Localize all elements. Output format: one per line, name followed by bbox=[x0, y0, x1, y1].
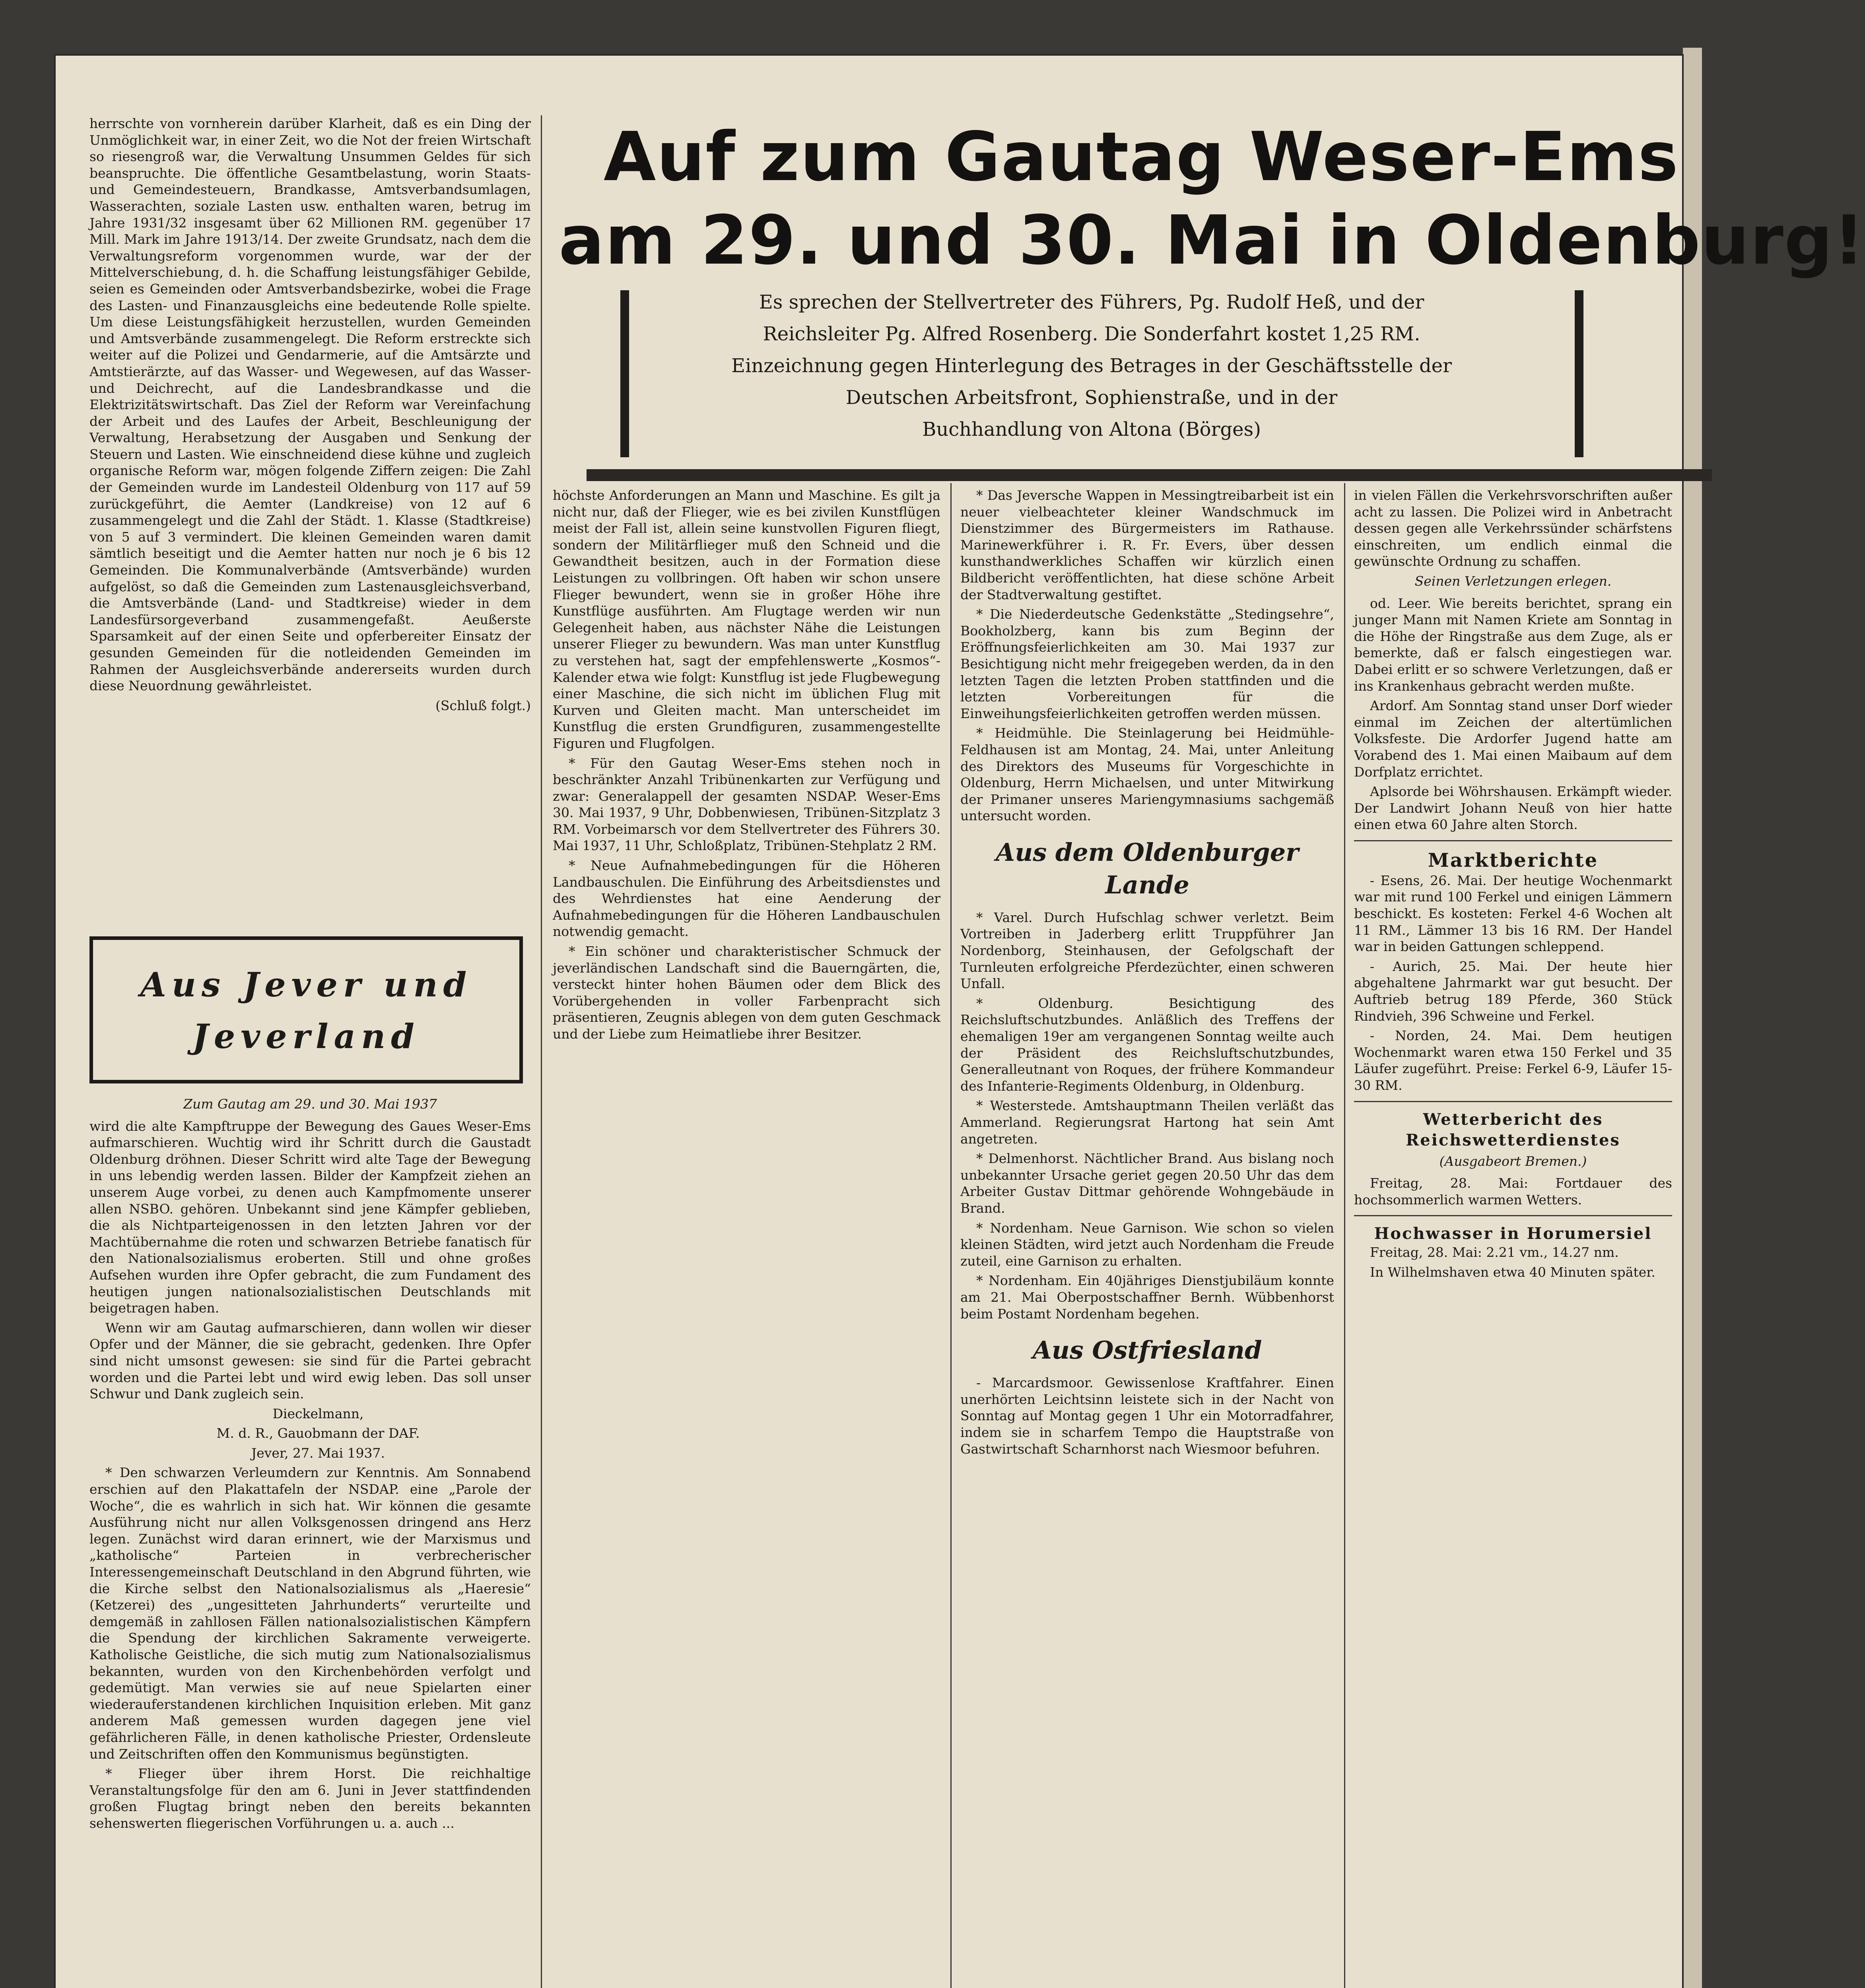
article-text: - Esens, 26. Mai. Der heutige Wochenmarkt war mit rund 100 Ferkel und einigen Lämmern beschickt. Es kosteten: Ferkel 4-6 Wochen alt 11 RM., Lämmer 13 bis 16 RM. Der Handel war in beiden Gattungen schleppend. bbox=[1354, 872, 1672, 955]
article-text: od. Leer. Wie bereits berichtet, sprang ein junger Mann mit Namen Kriete am Sonntag in die Höhe der Ringstraße aus dem Zuge, als er bemerkte, daß er falsch eingestiegen war. Dabei erlitt er so schwere Verletzungen, daß er ins Krankenhaus gebracht werden mußte. bbox=[1354, 595, 1672, 694]
section-rule bbox=[1354, 1215, 1672, 1216]
column-1-top bbox=[89, 115, 531, 926]
article-text: höchste Anforderungen an Mann und Maschine. Es gilt ja nicht nur, daß der Flieger, wie es bei zivilen Kunstflügen meist der Fall ist, allein seine kunstvollen Figuren fliegt, sondern der Militärflieger muß den Schneid und die Gewandtheit besitzen, auch in der Formation diese Leistungen zu vollbringen. Oft haben wir schon unsere Flieger bewundert, wenn sie in großer Höhe ihre Kunstflüge ausführten. Am Flugtage werden wir nun Gelegenheit haben, aus nächster Nähe die Leistungen unserer Flieger zu bewundern. Was man unter Kunstflug zu verstehen hat, sagt der empfehlenswerte „Kosmos“-Kalender etwa wie folgt: Kunstflug ist jede Flugbewegung einer Maschine, die sich nicht im üblichen Flug mit Kurven und Gleiten macht. Man unterscheidet im Kunstflug die ersten Grundfiguren, zusammengestellte Figuren und Flugfolgen. bbox=[553, 487, 940, 751]
article-text: in vielen Fällen die Verkehrsvorschriften außer acht zu lassen. Die Polizei wird in Anbetracht dessen gegen alle Verkehrssünder schärfstens einschreiten, um endlich einmal die gewünschte Ordnung zu schaffen. bbox=[1354, 487, 1672, 569]
tide-text: Freitag, 28. Mai: 2.21 vm., 14.27 nm. bbox=[1370, 1244, 1619, 1260]
notice-bar-right bbox=[1575, 290, 1583, 457]
section-title-ostfriesland: Aus Ostfriesland bbox=[1032, 1336, 1262, 1365]
column-3 bbox=[960, 487, 1334, 1988]
article-text: * Die Niederdeutsche Gedenkstätte „Stedingsehre“, Bookholzberg, kann bis zum Beginn der Eröffnungsfeierlichkeiten am 30. Mai 1937 zur Besichtigung nicht mehr freigegeben werden, da in den letzten Tagen die letzten Proben stattfinden und die letzten Vorbereitungen für die Einweihungsfeierlichkeiten getroffen werden müssen. bbox=[960, 606, 1334, 721]
notice-line: Einzeichnung gegen Hinterlegung des Betrages in der Geschäftsstelle der bbox=[731, 355, 1452, 377]
notice-line: Reichsleiter Pg. Alfred Rosenberg. Die Sonderfahrt kostet 1,25 RM. bbox=[763, 323, 1420, 345]
column-rule bbox=[1344, 483, 1345, 1988]
column-rule bbox=[950, 483, 952, 1988]
article-text: * Nordenham. Neue Garnison. Wie schon so vielen kleinen Städten, wird jetzt auch Nordenham die Freude zuteil, eine Garnison zu erhalten. bbox=[960, 1220, 1334, 1269]
section-rule bbox=[1354, 1101, 1672, 1102]
weather-subtitle: (Ausgabeort Bremen.) bbox=[1439, 1153, 1587, 1169]
signature-name: Dieckelmann, bbox=[272, 1406, 364, 1421]
notice-bar-left bbox=[620, 290, 629, 457]
article-text: herrschte von vornherein darüber Klarheit, daß es ein Ding der Unmöglichkeit war, in einer Zeit, wo die Not der freien Wirtschaft so riesengroß war, die Verwaltung Unsummen Geldes für sich beanspruchte. Die öffentliche Gesamtbelastung, worin Staats- und Gemeindesteuern, Brandkasse, Amtsverbandsumlagen, Wasserachten, soziale Lasten usw. enthalten waren, betrug im Jahre 1931/32 insgesamt über 62 Millionen RM. gegenüber 17 Mill. Mark im Jahre 1913/14. Der zweite Grundsatz, nach dem die Verwaltungsreform vorgenommen wurde, war der der Mittelverschiebung, d. h. die Schaffung leistungsfähiger Gebilde, seien es Gemeinden oder Amtsverbandsbezirke, wobei die Frage des Lasten- und Finanzausgleichs eine bedeutende Rolle spielte. Um diese Leistungsfähigkeit herzustellen, wurden Gemeinden und Amtsverbände zusammengelegt. Die Reform erstreckte sich weiter auf die Polizei und Gendarmerie, auf die Amtsärzte und Amtstierärzte, auf das Wasser- und Wegewesen, auf das Wasser- und Deichrecht, auf die Landesbrandkasse und die Elektrizitätswirtschaft. Das Ziel der Reform war Vereinfachung der Arbeit und des Laufes der Arbeit, Beschleunigung der Verwaltung, Herabsetzung der Ausgaben und Senkung der Steuern und Lasten. Wie einschneidend diese kühne und zugleich organische Reform war, mögen folgende Ziffern zeigen: Die Zahl der Gemeinden wurde im Landesteil Oldenburg von 117 auf 59 zurückgeführt, die Aemter (Landkreise) von 12 auf 6 zusammengelegt und die Zahl der Städt. 1. Klasse (Stadtkreise) von 5 auf 3 vermindert. Die kleinen Gemeinden waren damit sämtlich beseitigt und die Aemter hatten nur noch je 6 bis 12 Gemeinden. Die Kommunalverbände (Amtsverbände) wurden aufgelöst, so daß die Gemeinden zum Lastenausgleichsverband, die Amtsverbände (Land- und Stadtkreise) wieder in dem Landesfürsorgeverband zusammengefaßt. Aeußerste Sparsamkeit auf der einen Seite und opferbereiter Einsatz der gesunden Gemeinden für die notleidenden Gemeinden im Rahmen der Ausgleichsverbände andererseits wurden durch diese Neuordnung gewährleistet. bbox=[89, 116, 531, 694]
gautag-banner bbox=[559, 115, 1865, 479]
weather-title: Wetterbericht des Reichswetterdienstes bbox=[1406, 1110, 1620, 1149]
article-text: Wenn wir am Gautag aufmarschieren, dann wollen wir dieser Opfer und der Männer, die sie gebracht, gedenken. Ihre Opfer sind nicht umsonst gewesen: sie sind für die Partei gebracht worden und die Partei lebt und wird ewig leben. Das soll unser Schwur und Dank zugleich sein. bbox=[89, 1320, 531, 1402]
article-text: - Norden, 24. Mai. Dem heutigen Wochenmarkt waren etwa 150 Ferkel und 35 Läufer zugeführt. Preise: Ferkel 6-9, Läufer 15-30 RM. bbox=[1354, 1028, 1672, 1093]
tide-title: Hochwasser in Horumersiel bbox=[1374, 1224, 1652, 1243]
article-subtitle: Seinen Verletzungen erlegen. bbox=[1414, 573, 1612, 589]
tide-note: In Wilhelmshaven etwa 40 Minuten später. bbox=[1370, 1264, 1655, 1280]
article-text: * Westerstede. Amtshauptmann Theilen verläßt das Ammerland. Regierungsrat Hartong hat sein Amt angetreten. bbox=[960, 1098, 1334, 1147]
notice-line: Buchhandlung von Altona (Börges) bbox=[922, 418, 1261, 441]
article-text: - Aurich, 25. Mai. Der heute hier abgehaltene Jahrmarkt war gut besucht. Der Auftrieb betrug 189 Pferde, 360 Stück Rindvieh, 396 Schweine und Ferkel. bbox=[1354, 958, 1672, 1024]
notice-line: Deutschen Arbeitsfront, Sophienstraße, und in der bbox=[845, 386, 1338, 409]
article-text: * Varel. Durch Hufschlag schwer verletzt. Beim Vortreiben in Jaderberg erlitt Truppführer Jan Nordenborg, Steinhausen, der Gefolgschaft der Turnleuten erfolgreiche Pferdezüchter, einen schweren Unfall. bbox=[960, 909, 1334, 992]
article-text: * Oldenburg. Besichtigung des Reichsluftschutzbundes. Anläßlich des Treffens der ehemaligen 19er am vergangenen Sonntag weilte auch der Präsident des Reichsluftschutzbundes, Generalleutnant von Roques, der frühere Kommandeur des Infanterie-Regiments Oldenburg, in Oldenburg. bbox=[960, 995, 1334, 1094]
notice-line: Es sprechen der Stellvertreter des Führers, Pg. Rudolf Heß, und der bbox=[759, 291, 1424, 313]
column-1-bottom bbox=[89, 1093, 531, 1988]
section-box-jever: Aus Jever und Jeverland bbox=[89, 936, 523, 1083]
banner-line-2: am 29. und 30. Mai in Oldenburg! bbox=[559, 201, 1865, 280]
dateline: Jever, 27. Mai 1937. bbox=[251, 1445, 385, 1461]
article-text: Aplsorde bei Wöhrshausen. Erkämpft wieder. Der Landwirt Johann Neuß von hier hatte einen etwa 60 Jahre alten Storch. bbox=[1354, 784, 1672, 833]
article-text: * Neue Aufnahmebedingungen für die Höheren Landbauschulen. Die Einführung des Arbeitsdienstes und des Wehrdienstes hat eine Aenderung der Aufnahmebedingungen für die Höheren Landbauschulen notwendig gemacht. bbox=[553, 858, 940, 940]
banner-line-1: Auf zum Gautag Weser-Ems bbox=[603, 118, 1679, 196]
market-title: Marktberichte bbox=[1428, 849, 1599, 872]
column-2 bbox=[553, 487, 940, 1988]
article-text: * Flieger über ihrem Horst. Die reichhaltige Veranstaltungsfolge für den am 6. Juni in Jever stattfindenden großen Flugtag bringt neben den bereits bekannten sehenswerten fliegerischen Vorführungen u. a. auch ... bbox=[89, 1766, 531, 1831]
article-text: Ardorf. Am Sonntag stand unser Dorf wieder einmal im Zeichen der altertümlichen Volksfeste. Die Ardorfer Jugend hatte am Vorabend des 1. Mai einen Maibaum auf dem Dorfplatz errichtet. bbox=[1354, 698, 1672, 780]
gautag-subhead: Zum Gautag am 29. und 30. Mai 1937 bbox=[183, 1096, 437, 1112]
section-title-oldenburg: Aus dem Oldenburger Lande bbox=[996, 837, 1299, 899]
article-text: - Marcardsmoor. Gewissenlose Kraftfahrer. Einen unerhörten Leichtsinn leistete sich in der Nacht von Sonntag auf Montag gegen 1 Uhr ein Motorradfahrer, indem sie in scharfem Tempo die Hauptstraße von Gastwirtschaft Scharnhorst nach Wiesmoor befuhren. bbox=[960, 1375, 1334, 1457]
article-text: * Den schwarzen Verleumdern zur Kenntnis. Am Sonnabend erschien auf den Plakattafeln der NSDAP. eine „Parole der Woche“, die es wahrlich in sich hat. Wir können die gesamte Ausführung nicht nur allen Volksgenossen dringend ans Herz legen. Zunächst wird daran erinnert, wie der Marxismus und „katholische“ Parteien in verbrecherischer Interessengemeinschaft Deutschland in den Abgrund führten, wie die Kirche selbst den Nationalsozialismus als „Haeresie“ (Ketzerei) des „ungesitteten Jahrhunderts“ verurteilte und demgemäß in zahllosen Fällen nationalsozialistischen Kämpfern die Spendung der kirchlichen Sakramente verweigerte. Katholische Geistliche, die sich mutig zum Nationalsozialismus bekannten, wurden von den Kirchenbehörden verfolgt und gedemütigt. Man verwies sie auf neue Spielarten einer wiederauferstandenen kirchlichen Inquisition erleben. Mit ganz anderem Maß gemessen wurden dagegen jene viel gefährlicheren Fälle, in denen katholische Priester, Ordensleute und Zeitschriften offen den Kommunismus begünstigten. bbox=[89, 1465, 531, 1762]
article-text: wird die alte Kampftruppe der Bewegung des Gaues Weser-Ems aufmarschieren. Wuchtig wird ihr Schritt durch die Gaustadt Oldenburg dröhnen. Dieser Schritt wird alte Tage der Bewegung in uns lebendig werden lassen. Bilder der Kampfzeit ziehen an unserem Auge vorbei, zu denen auch Kampfmomente unserer allen NSBO. gehören. Unbekannt sind jene Kämpfer geblieben, die als Nichtparteigenossen in den letzten Jahren vor der Machtübernahme die roten und schwarzen Betriebe fanatisch für den Nationalsozialismus eroberten. Still und ohne großes Aufsehen wurden ihre Opfer gebracht, die zum Fundament des heutigen jungen nationalsozialistischen Deutschlands mit beigetragen haben. bbox=[89, 1118, 531, 1316]
banner-notice bbox=[650, 286, 1533, 445]
continued-note: (Schluß folgt.) bbox=[435, 697, 531, 713]
article-text: * Heidmühle. Die Steinlagerung bei Heidmühle-Feldhausen ist am Montag, 24. Mai, unter Anleitung des Direktors des Museums für Vorgeschichte in Oldenburg, Herrn Michaelsen, und unter Mitwirkung der Primaner unseres Mariengymnasiums sachgemäß untersucht worden. bbox=[960, 725, 1334, 824]
signature-title: M. d. R., Gauobmann der DAF. bbox=[216, 1425, 420, 1441]
article-text: * Ein schöner und charakteristischer Schmuck der jeverländischen Landschaft sind die Bauerngärten, die, versteckt hinter hohen Bäumen oder dem Blick des Vorübergehenden in voller Farbenpracht sich präsentieren, Zeugnis ablegen von dem guten Geschmack und der Liebe zum Heimatliebe ihrer Besitzer. bbox=[553, 944, 940, 1042]
banner-bottom-rule bbox=[587, 469, 1712, 481]
column-rule bbox=[541, 115, 542, 1988]
article-text: * Nordenham. Ein 40jähriges Dienstjubiläum konnte am 21. Mai Oberpostschaffner Bernh. Wübbenhorst beim Postamt Nordenham begehen. bbox=[960, 1273, 1334, 1322]
weather-text: Freitag, 28. Mai: Fortdauer des hochsommerlich warmen Wetters. bbox=[1354, 1175, 1672, 1208]
column-4 bbox=[1354, 487, 1672, 1988]
article-text: * Für den Gautag Weser-Ems stehen noch in beschränkter Anzahl Tribünenkarten zur Verfügung und zwar: Generalappell der gesamten NSDAP. Weser-Ems 30. Mai 1937, 9 Uhr, Dobbenwiesen, Tribünen-Sitzplatz 3 RM. Vorbeimarsch vor dem Stellvertreter des Führers 30. Mai 1937, 11 Uhr, Schloßplatz, Tribünen-Stehplatz 2 RM. bbox=[553, 755, 940, 854]
article-text: * Das Jeversche Wappen in Messingtreibarbeit ist ein neuer vielbeachteter kleiner Wandschmuck im Dienstzimmer des Bürgermeisters im Rathause. Marinewerkführer i. R. Fr. Evers, über dessen kunsthandwerkliches Schaffen wir kürzlich einen Bildbericht veröffentlichten, hat diese schöne Arbeit der Stadtverwaltung gestiftet. bbox=[960, 487, 1334, 602]
article-text: * Delmenhorst. Nächtlicher Brand. Aus bislang noch unbekannter Ursache geriet gegen 20.50 Uhr das dem Arbeiter Gustav Dittmar gehörende Wohngebäude in Brand. bbox=[960, 1151, 1334, 1216]
newspaper-page bbox=[56, 56, 1865, 1988]
section-rule bbox=[1354, 840, 1672, 841]
